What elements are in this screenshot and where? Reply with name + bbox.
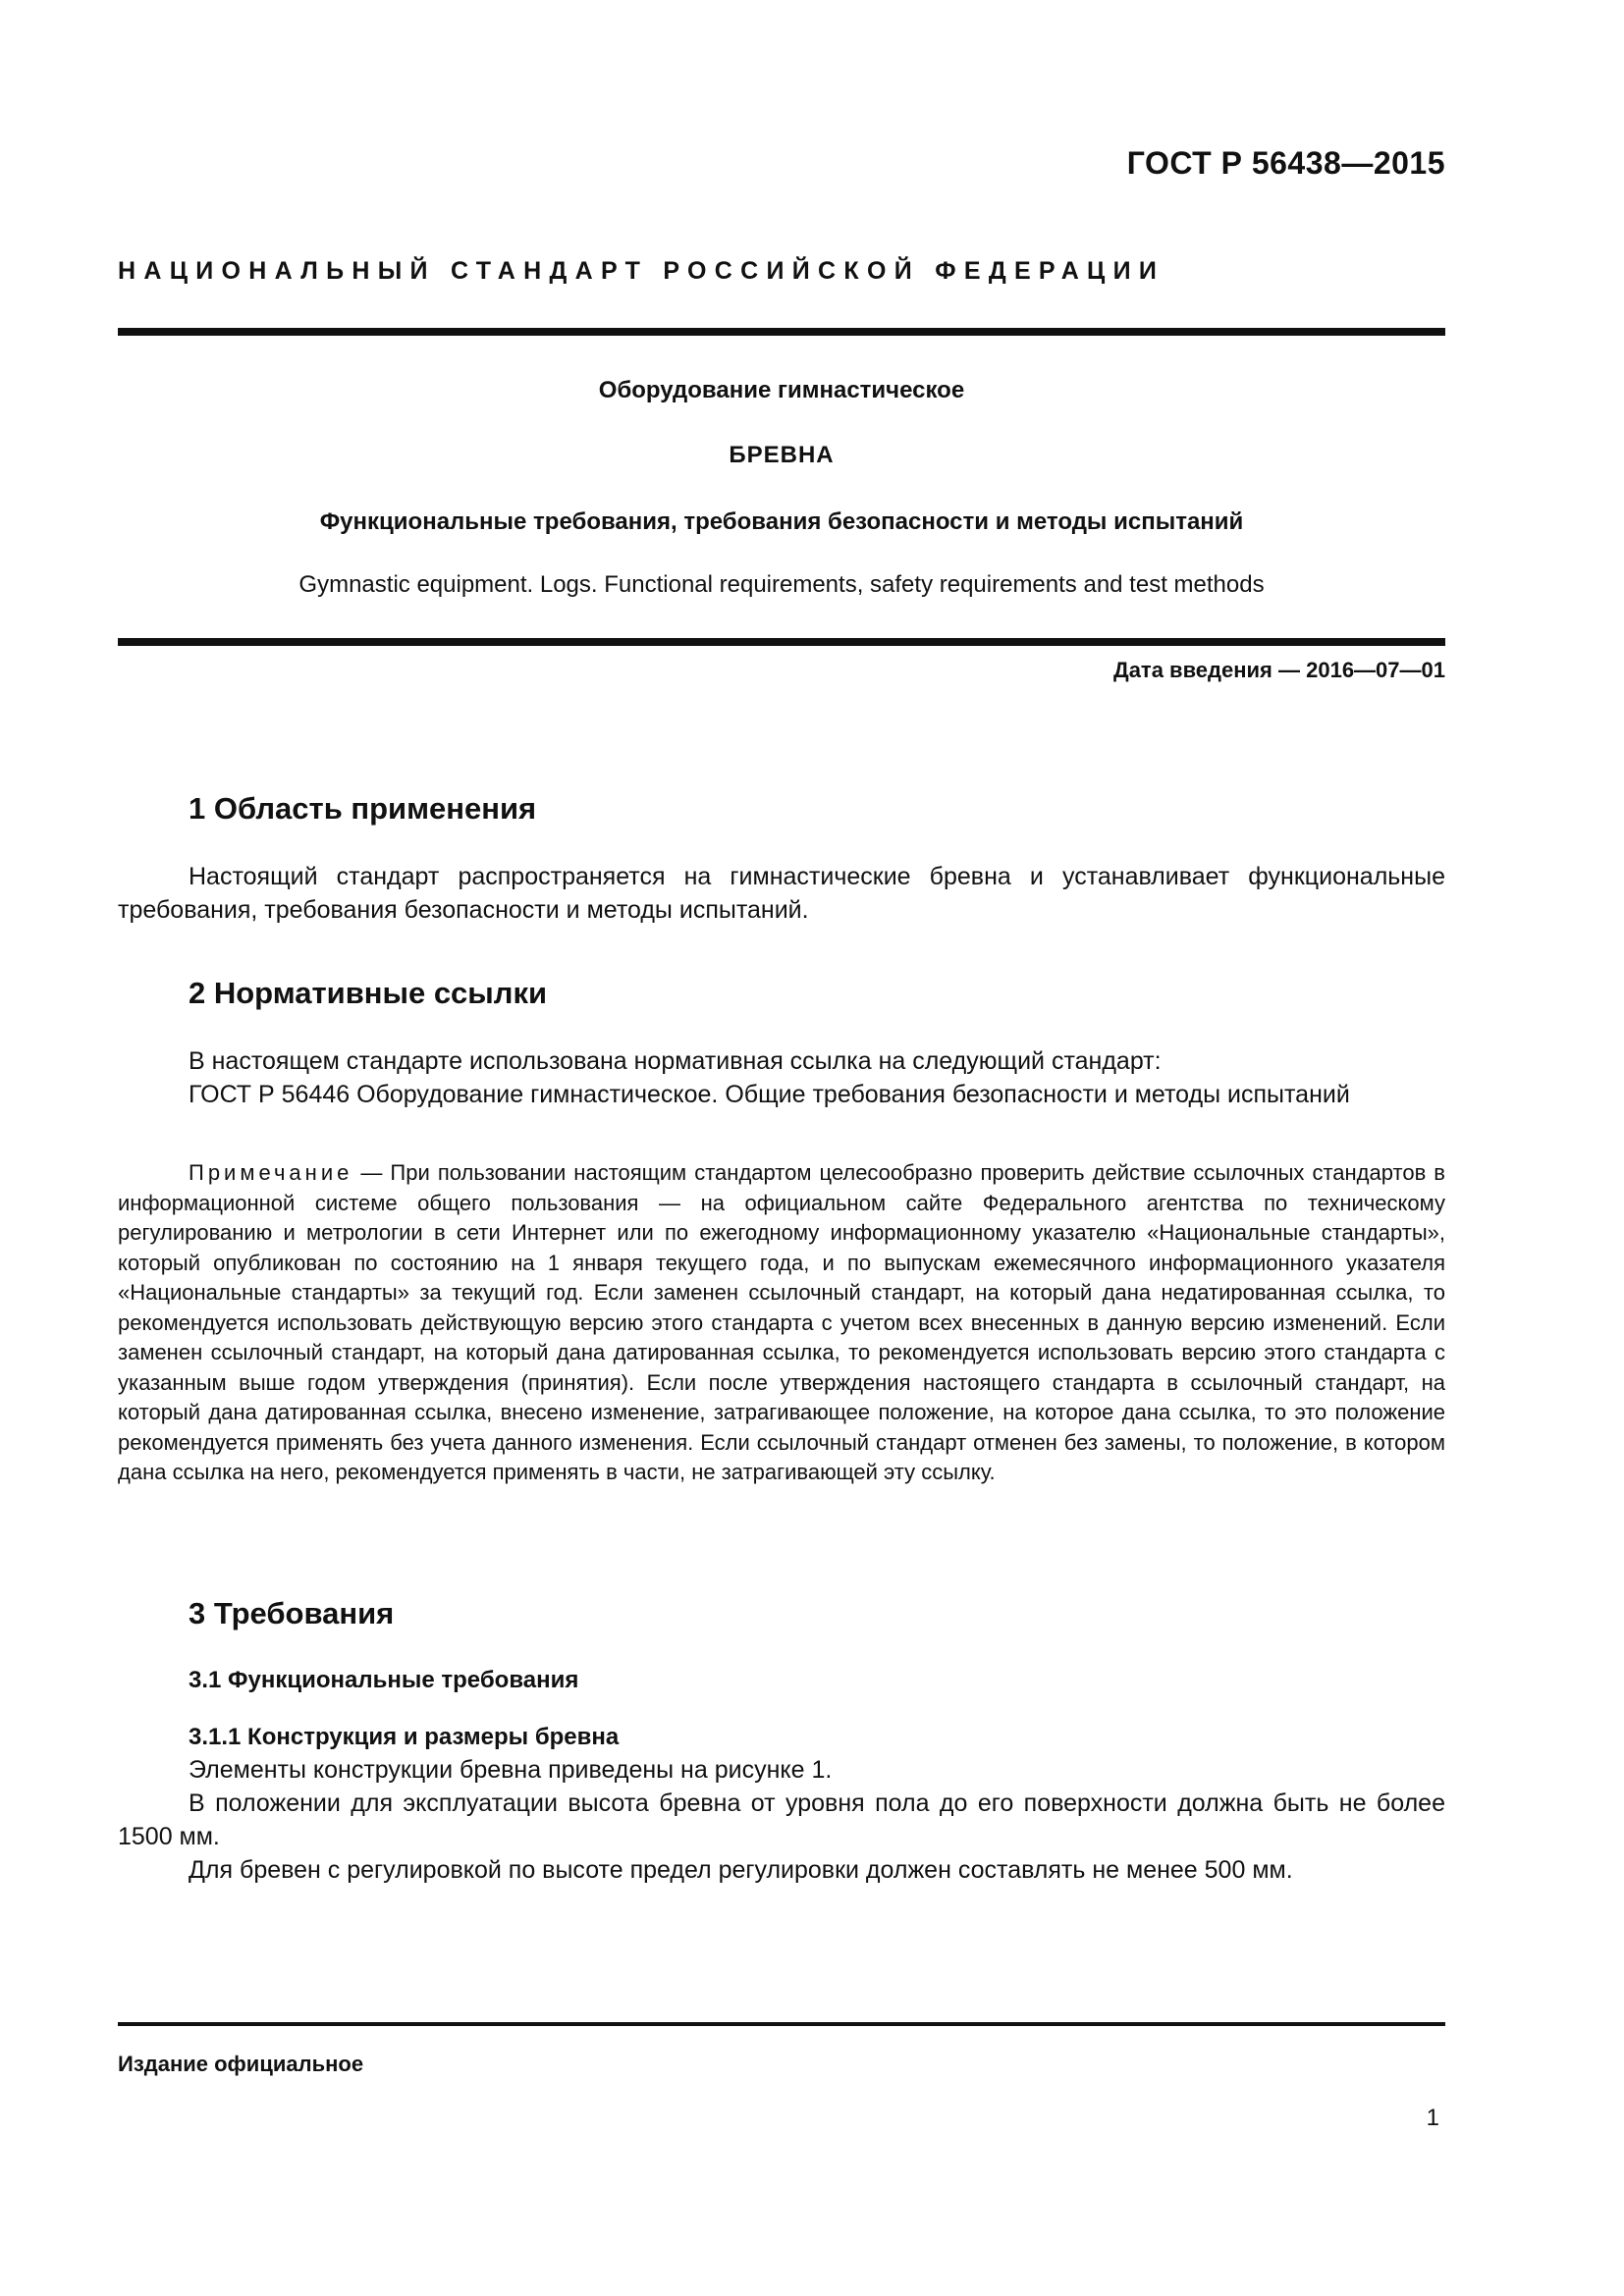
section-3-1-heading: 3.1 Функциональные требования	[189, 1667, 579, 1693]
official-edition: Издание официальное	[118, 2052, 364, 2076]
section-3-1-1-p3: Для бревен с регулировкой по высоте предел регулировки должен составлять не менее 500 мм.	[189, 1856, 1293, 1884]
section-3-1-1-p1: Элементы конструкции бревна приведены на рисунке 1.	[189, 1756, 833, 1784]
section-3-1-1-p2: В положении для эксплуатации высота бревна от уровня пола до его поверхности должна быть не более 1500 мм.	[118, 1789, 1445, 1850]
section-2-note	[118, 1158, 1445, 1488]
note-text: — При пользовании настоящим стандартом целесообразно проверить действие ссылочных стандартов в информационной системе общего пользования — на официальном сайте Федерального агентства по техническому регулированию и метрологии в сети Интернет или по ежегодному информационному указателю «Национальные стандарты», который опубликован по состоянию на 1 января текущего года, и по выпускам ежемесячного информационного указателя «Национальные стандарты» за текущий год. Если заменен ссылочный стандарт, на который дана недатированная ссылка, то рекомендуется использовать действующую версию этого стандарта с учетом всех внесенных в данную версию изменений. Если заменен ссылочный стандарт, на который дана датированная ссылка, то рекомендуется использовать версию этого стандарта с указанным выше годом утверждения (принятия). Если после утверждения настоящего стандарта в ссылочный стандарт, на который дана датированная ссылка, внесено изменение, затрагивающее положение, на которое дана ссылка, то это положение рекомендуется применять без учета данного изменения. Если ссылочный стандарт отменен без замены, то положение, в котором дана ссылка на него, рекомендуется применять в части, не затрагивающей эту ссылку.	[118, 1160, 1445, 1484]
note-label: Примечание	[189, 1160, 353, 1185]
title-sub: БРЕВНА	[729, 442, 835, 468]
section-3-1-1-heading: 3.1.1 Конструкция и размеры бревна	[189, 1724, 620, 1750]
section-3-heading: 3 Требования	[189, 1596, 395, 1630]
title-functional: Функциональные требования, требования безопасности и методы испытаний	[319, 508, 1244, 535]
section-2-reference: ГОСТ Р 56446 Оборудование гимнастическое. Общие требования безопасности и методы испытаний	[189, 1081, 1350, 1108]
introduction-date: Дата введения — 2016—07—01	[1113, 658, 1445, 682]
footer-rule	[118, 2022, 1445, 2026]
document-code: ГОСТ Р 56438—2015	[1126, 145, 1445, 181]
section-1-text: Настоящий стандарт распространяется на гимнастические бревна и устанавливает функциональные требования, требования безопасности и методы испытаний.	[118, 863, 1445, 924]
title-main: Оборудование гимнастическое	[598, 377, 965, 403]
header-rule	[118, 328, 1445, 336]
page-number: 1	[1426, 2105, 1439, 2131]
title-rule	[118, 638, 1445, 646]
document-page	[118, 0, 1445, 2296]
title-english: Gymnastic equipment. Logs. Functional requirements, safety requirements and test methods	[298, 571, 1265, 598]
standard-banner: НАЦИОНАЛЬНЫЙ СТАНДАРТ РОССИЙСКОЙ ФЕДЕРАЦИИ	[118, 257, 1165, 285]
section-2-heading: 2 Нормативные ссылки	[189, 976, 548, 1010]
section-2-intro: В настоящем стандарте использована нормативная ссылка на следующий стандарт:	[189, 1047, 1162, 1075]
section-1-heading: 1 Область применения	[189, 791, 537, 826]
